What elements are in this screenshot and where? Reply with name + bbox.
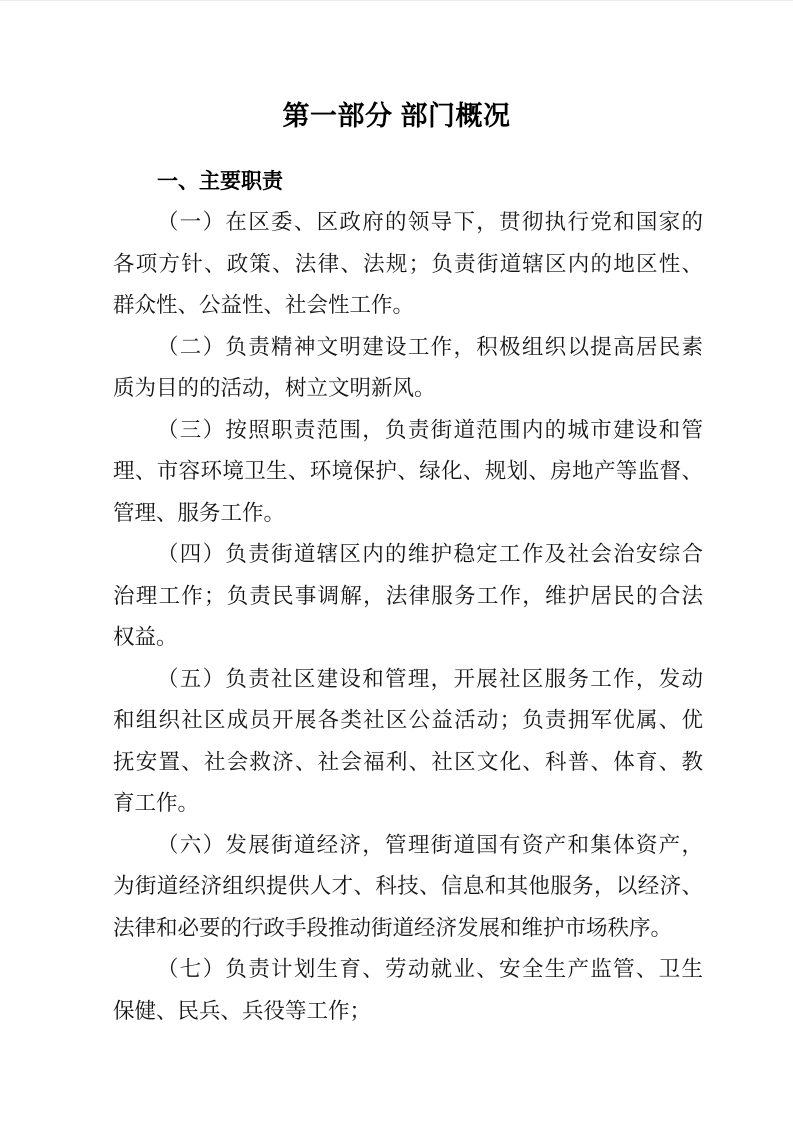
paragraph <box>113 410 703 535</box>
document-title: 第一部分 部门概况 <box>282 101 511 131</box>
text-line: 保健、民兵、兵役等工作； <box>113 998 372 1023</box>
document-body <box>113 202 703 1032</box>
text-line: 群众性、公益性、社会性工作。 <box>113 293 415 317</box>
paragraph <box>113 949 703 1032</box>
text-line: 质为目的的活动，树立文明新风。 <box>113 376 436 400</box>
paragraph <box>113 825 703 950</box>
text-line: 育工作。 <box>113 791 200 815</box>
text-line: 为街道经济组织提供人才、科技、信息和其他服务，以经济、 <box>113 874 703 898</box>
text-line: 法律和必要的行政手段推动街道经济发展和维护市场秩序。 <box>113 915 673 940</box>
paragraph <box>113 327 703 410</box>
text-line: （四）负责街道辖区内的维护稳定工作及社会治安综合 <box>157 542 703 566</box>
paragraph <box>113 202 703 327</box>
text-line: （五）负责社区建设和管理，开展社区服务工作，发动 <box>157 666 703 691</box>
text-line: 治理工作；负责民事调解，法律服务工作，维护居民的合法 <box>113 583 703 608</box>
text-line: 管理、服务工作。 <box>113 500 286 525</box>
text-line: 权益。 <box>113 625 178 649</box>
text-line: （二）负责精神文明建设工作，积极组织以提高居民素 <box>157 334 703 359</box>
text-line: （三）按照职责范围，负责街道范围内的城市建设和管 <box>157 417 703 442</box>
text-line: （六）发展街道经济，管理街道国有资产和集体资产， <box>157 832 703 857</box>
text-line: （一）在区委、区政府的领导下，贯彻执行党和国家的 <box>157 210 703 234</box>
text-line: （七）负责计划生育、劳动就业、安全生产监管、卫生 <box>157 957 703 981</box>
paragraph <box>113 659 703 825</box>
text-line: 和组织社区成员开展各类社区公益活动；负责拥军优属、优 <box>113 708 703 732</box>
section-heading: 一、主要职责 <box>157 170 283 193</box>
text-line: 各项方针、政策、法律、法规；负责街道辖区内的地区性、 <box>113 251 703 276</box>
paragraph <box>113 534 703 659</box>
text-line: 理、市容环境卫生、环境保护、绿化、规划、房地产等监督、 <box>113 459 703 483</box>
text-line: 抚安置、社会救济、社会福利、社区文化、科普、体育、教 <box>113 749 703 774</box>
